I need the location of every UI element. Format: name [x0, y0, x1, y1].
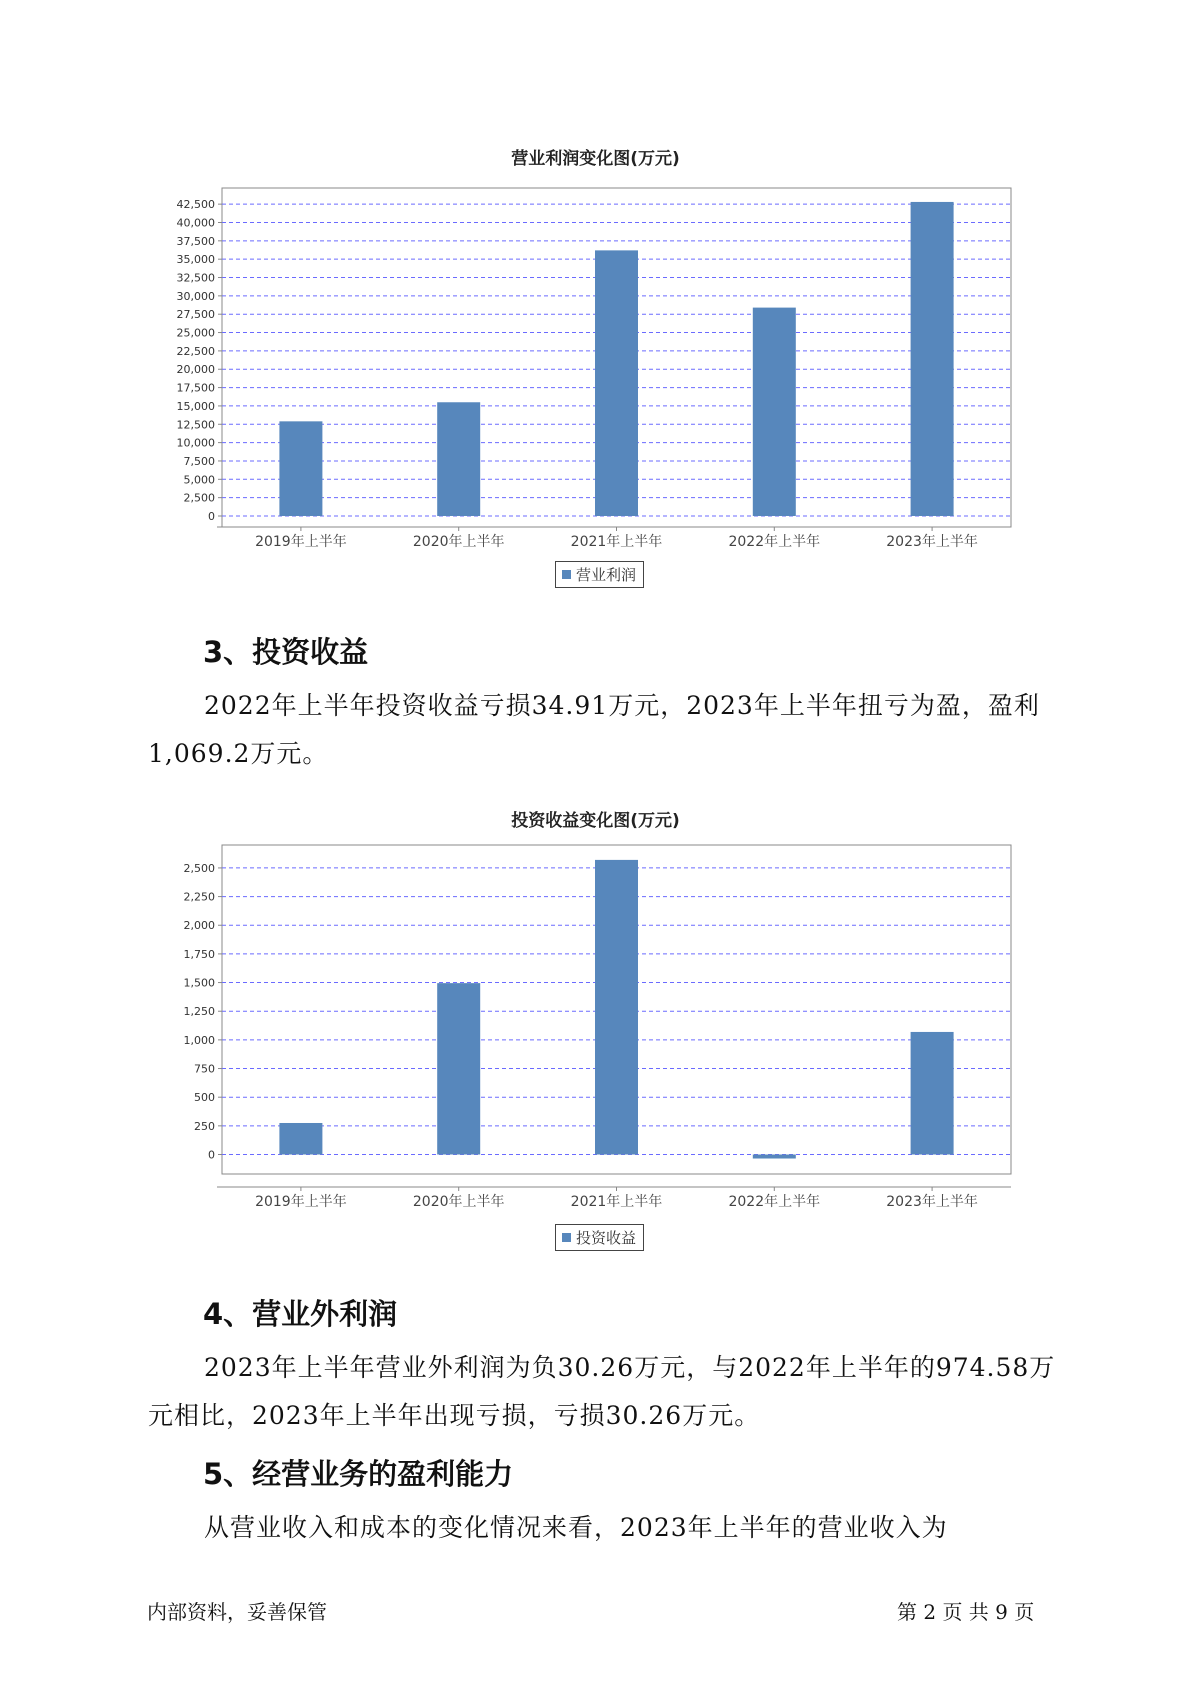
chart1-xtick-label: 2020年上半年: [412, 534, 505, 550]
chart1-ytick-label: 2,500: [183, 491, 215, 505]
chart1-ytick-label: 12,500: [176, 418, 215, 432]
legend-swatch: [562, 1233, 571, 1242]
chart2-ytick-label: 1,750: [183, 947, 215, 961]
chart1-ytick-label: 32,500: [176, 271, 215, 285]
chart2-title: 投资收益变化图(万元): [511, 811, 680, 831]
chart1-ytick-label: 0: [208, 509, 215, 523]
section4-heading: 4、营业外利润: [203, 1297, 398, 1331]
chart1-ytick-label: 22,500: [176, 344, 215, 358]
chart2-bar: [279, 1123, 322, 1155]
chart2-xtick-label: 2019年上半年: [255, 1194, 347, 1210]
section5-paragraph: 从营业收入和成本的变化情况来看，2023年上半年的营业收入为: [204, 1513, 948, 1542]
chart1-xtick-label: 2019年上半年: [255, 534, 347, 550]
chart1-xtick-label: 2021年上半年: [570, 534, 663, 550]
section3-paragraph: 2022年上半年投资收益亏损34.91万元，2023年上半年扭亏为盈，盈利1,069.2万元。: [148, 691, 1040, 768]
chart1-ytick-label: 30,000: [176, 289, 215, 303]
chart1-legend-label: 营业利润: [576, 566, 637, 584]
chart1-ytick-label: 42,500: [176, 198, 215, 212]
chart1-ytick-label: 27,500: [176, 308, 215, 322]
section5-heading: 5、经营业务的盈利能力: [203, 1457, 514, 1491]
chart1-ytick-label: 17,500: [176, 381, 215, 395]
chart2-ytick-label: 1,000: [183, 1033, 215, 1047]
chart2-xtick-label: 2021年上半年: [570, 1194, 663, 1210]
chart2-ytick-label: 750: [194, 1062, 215, 1076]
chart1-xtick-label: 2023年上半年: [886, 534, 978, 550]
chart2-bar: [595, 860, 638, 1155]
chart2-bar: [911, 1032, 954, 1155]
chart2-xtick-label: 2023年上半年: [886, 1194, 978, 1210]
chart2-ytick-label: 1,250: [183, 1005, 215, 1019]
chart2-ytick-label: 1,500: [183, 976, 215, 990]
footer-left: 内部资料，妥善保管: [147, 1600, 327, 1624]
chart2-bar: [753, 1155, 796, 1159]
chart1-ytick-label: 40,000: [176, 216, 215, 230]
chart1-ytick-label: 7,500: [183, 454, 215, 468]
section4-paragraph: 2023年上半年营业外利润为负30.26万元，与2022年上半年的974.58万元相比，2023年上半年出现亏损，亏损30.26万元。: [148, 1353, 1056, 1430]
chart2-legend-label: 投资收益: [576, 1229, 637, 1247]
footer-page-number: 第 2 页 共 9 页: [897, 1600, 1035, 1624]
chart2-ytick-label: 2,000: [183, 919, 215, 933]
chart2-legend: [555, 1224, 644, 1251]
chart2-xtick-label: 2022年上半年: [728, 1194, 821, 1210]
chart1-ytick-label: 35,000: [176, 253, 215, 267]
chart2-ytick-label: 2,250: [183, 890, 215, 904]
chart1-ytick-label: 25,000: [176, 326, 215, 340]
chart1-ytick-label: 10,000: [176, 436, 215, 450]
chart1-ytick-label: 15,000: [176, 399, 215, 413]
chart2-ytick-label: 0: [208, 1148, 215, 1162]
chart1-ytick-label: 5,000: [183, 473, 215, 487]
chart2-ytick-label: 250: [194, 1119, 215, 1133]
chart2-ytick-label: 2,500: [183, 861, 215, 875]
chart1-title: 营业利润变化图(万元): [511, 149, 680, 169]
chart1-xtick-label: 2022年上半年: [728, 534, 821, 550]
section3-heading: 3、投资收益: [203, 635, 369, 669]
chart2-xtick-label: 2020年上半年: [412, 1194, 505, 1210]
chart1-ytick-label: 20,000: [176, 363, 215, 377]
chart2-ytick-label: 500: [194, 1091, 215, 1105]
chart1-ytick-label: 37,500: [176, 234, 215, 248]
chart2-bar: [437, 983, 480, 1154]
